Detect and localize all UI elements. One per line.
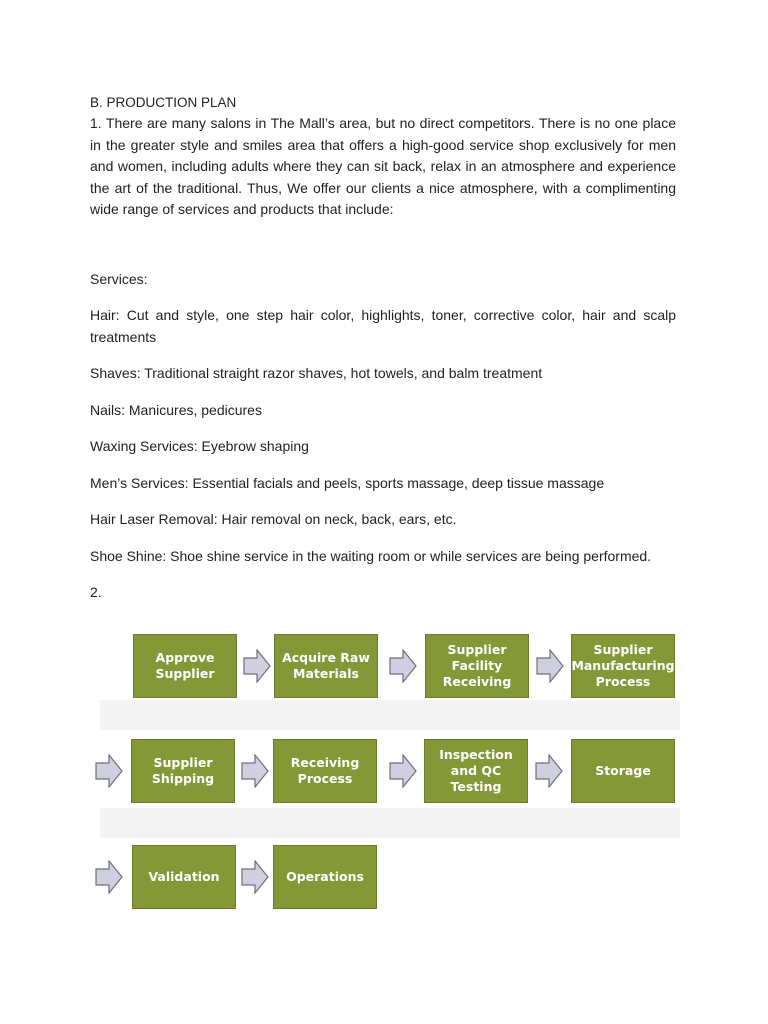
service-item-nails: Nails: Manicures, pedicures <box>90 401 262 418</box>
services-heading: Services: <box>90 270 148 287</box>
right-arrow-icon <box>389 649 417 683</box>
flow-step-inspection-qc-testing: Inspection and QC Testing <box>424 739 528 803</box>
document-body <box>90 93 676 602</box>
service-item-hair: Hair: Cut and style, one step hair color, highlights, toner, corrective color, hair and scalp treatments <box>90 307 676 345</box>
service-item-mens: Men’s Services: Essential facials and peels, sports massage, deep tissue massage <box>90 474 605 491</box>
flow-step-supplier-manufacturing-process: Supplier Manufacturing Process <box>571 634 675 698</box>
right-arrow-icon <box>535 754 563 788</box>
service-item-laser: Hair Laser Removal: Hair removal on neck, back, ears, etc. <box>90 511 457 527</box>
service-item-shaves: Shaves: Traditional straight razor shaves, hot towels, and balm treatment <box>90 365 543 381</box>
flow-step-supplier-facility-receiving: Supplier Facility Receiving <box>425 634 529 698</box>
flow-step-validation: Validation <box>132 845 236 909</box>
section-heading: B. PRODUCTION PLAN <box>90 95 237 110</box>
flow-step-operations: Operations <box>273 845 377 909</box>
right-arrow-icon <box>243 649 271 683</box>
intro-paragraph: 1. There are many salons in The Mall’s area, but no direct competitors. There is no one place in the greater style and smiles area that offers a high-good service shop exclusively for men and women, including adults where they can sit back, relax in an atmosphere and experience the art of the traditional. Thus, We offer our clients a nice atmosphere, with a complimenting wide range of services and products that include: <box>90 115 676 217</box>
diagram-background-band <box>100 808 680 838</box>
section-2-number: 2. <box>90 584 102 600</box>
flow-step-storage: Storage <box>571 739 675 803</box>
flow-step-receiving-process: Receiving Process <box>273 739 377 803</box>
flow-step-acquire-raw-materials: Acquire Raw Materials <box>274 634 378 698</box>
right-arrow-icon <box>95 754 123 788</box>
flow-step-supplier-shipping: Supplier Shipping <box>131 739 235 803</box>
service-item-shoe-shine: Shoe Shine: Shoe shine service in the waiting room or while services are being performed. <box>90 547 652 564</box>
right-arrow-icon <box>241 754 269 788</box>
right-arrow-icon <box>536 649 564 683</box>
service-item-waxing: Waxing Services: Eyebrow shaping <box>90 438 309 454</box>
diagram-background-band <box>100 700 680 730</box>
right-arrow-icon <box>95 860 123 894</box>
right-arrow-icon <box>389 754 417 788</box>
right-arrow-icon <box>241 860 269 894</box>
flow-step-approve-supplier: Approve Supplier <box>133 634 237 698</box>
